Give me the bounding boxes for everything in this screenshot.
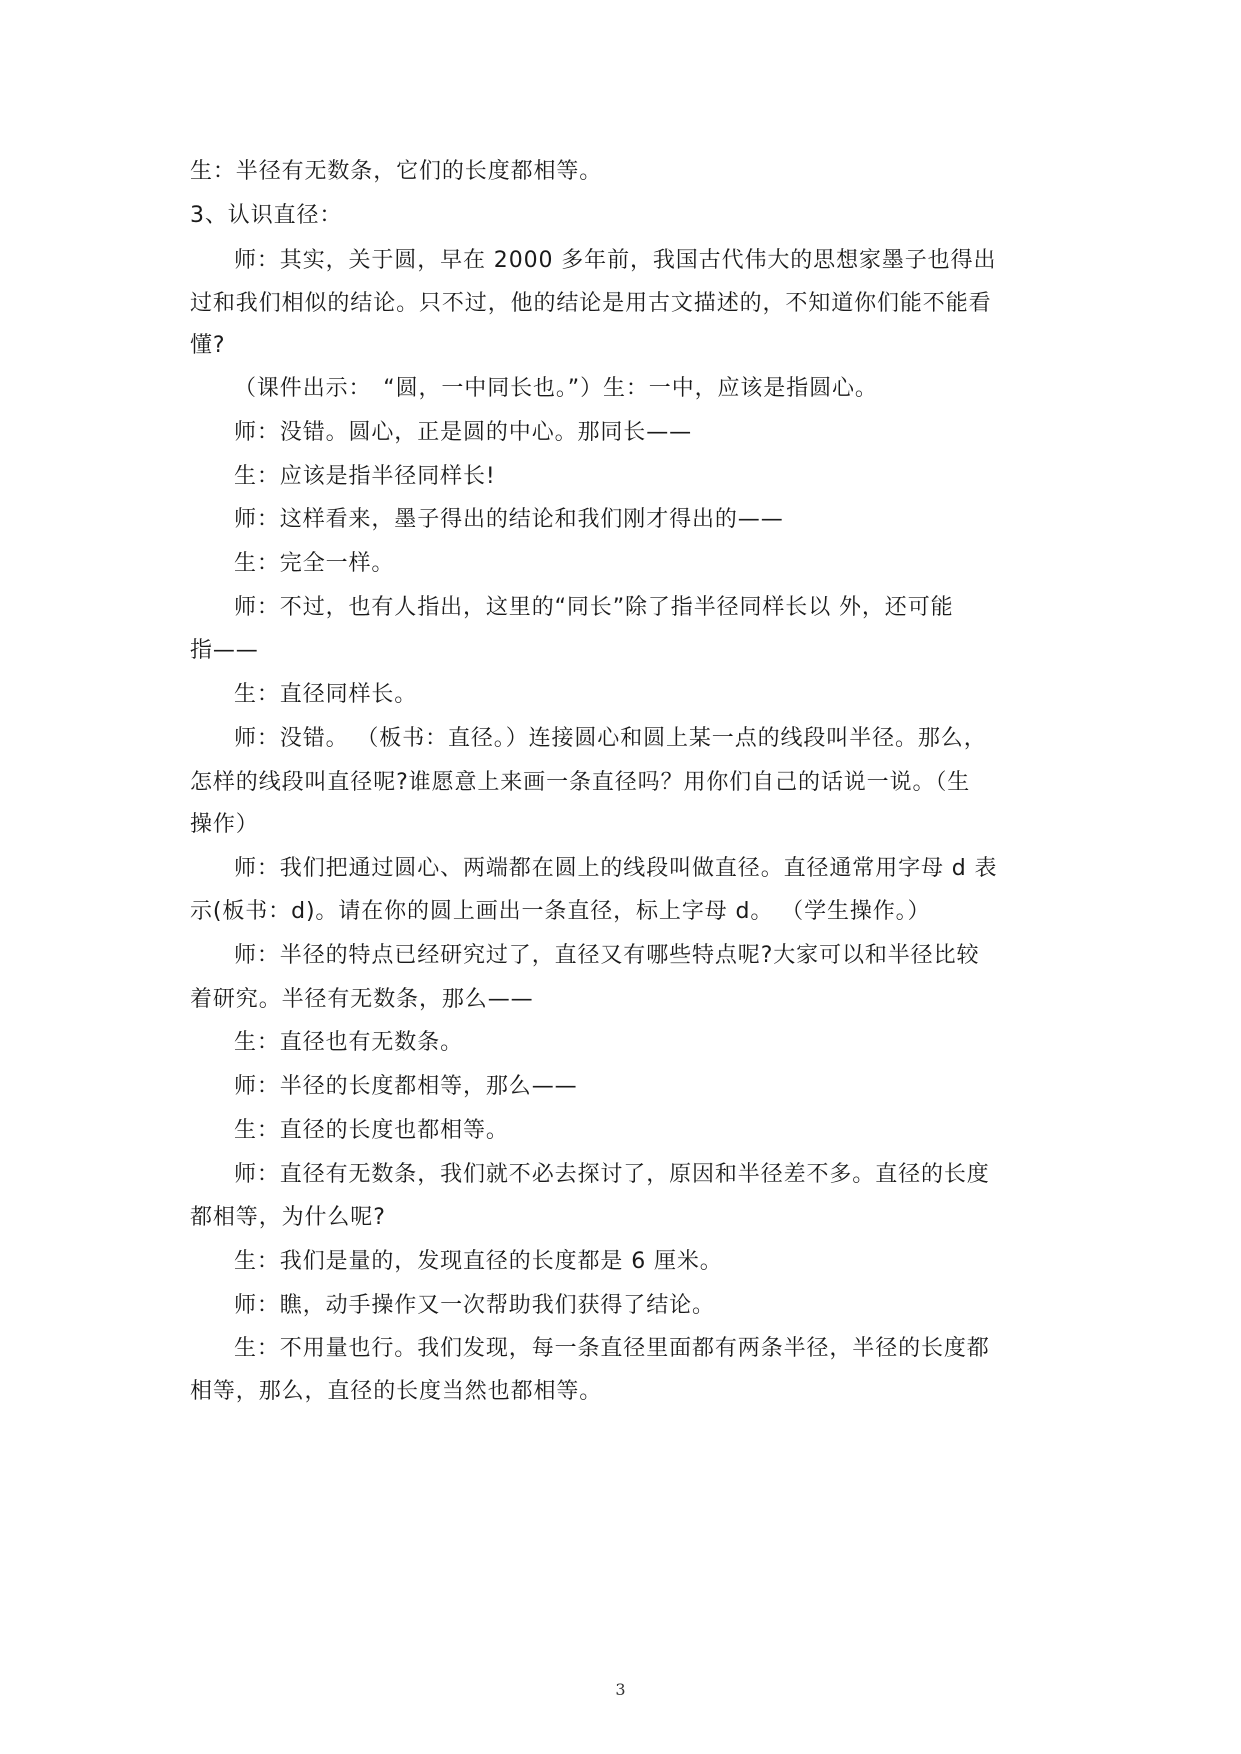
text-line: 生：直径同样长。 <box>234 682 418 707</box>
text-line: 师：没错。圆心，正是圆的中心。那同长—— <box>234 420 693 445</box>
text-line: 相等，那么，直径的长度当然也都相等。 <box>190 1379 603 1404</box>
text-line: 生：我们是量的，发现直径的长度都是 6 厘米。 <box>234 1249 723 1274</box>
text-line: 师：这样看来，墨子得出的结论和我们刚才得出的—— <box>234 507 784 532</box>
text-line: 师：其实，关于圆，早在 2000 多年前，我国古代伟大的思想家墨子也得出 <box>234 248 997 273</box>
text-line: 生：直径也有无数条。 <box>234 1030 464 1055</box>
text-line: 师：直径有无数条，我们就不必去探讨了，原因和半径差不多。直径的长度 <box>234 1162 990 1187</box>
text-line: 师：瞧，动手操作又一次帮助我们获得了结论。 <box>234 1293 715 1318</box>
text-line: 指—— <box>190 638 259 663</box>
text-line: （课件出示： “圆，一中同长也。”）生：一中，应该是指圆心。 <box>234 376 878 401</box>
text-line: 操作） <box>190 812 259 837</box>
page-number: 3 <box>615 1680 626 1699</box>
text-line: 着研究。半径有无数条，那么—— <box>190 987 534 1012</box>
text-line: 懂? <box>190 333 226 358</box>
text-line: 都相等，为什么呢? <box>190 1205 386 1230</box>
text-line: 师：我们把通过圆心、两端都在圆上的线段叫做直径。直径通常用字母 d 表 <box>234 856 998 881</box>
text-line: 生：不用量也行。我们发现，每一条直径里面都有两条半径，半径的长度都 <box>234 1336 990 1361</box>
text-line: 生：直径的长度也都相等。 <box>234 1118 509 1143</box>
text-line: 生：应该是指半径同样长! <box>234 464 496 489</box>
text-line: 过和我们相似的结论。只不过，他的结论是用古文描述的，不知道你们能不能看 <box>190 291 992 316</box>
text-line: 生：完全一样。 <box>234 551 395 576</box>
text-line: 怎样的线段叫直径呢?谁愿意上来画一条直径吗？用你们自己的话说一说。（生 <box>190 770 971 795</box>
text-line: 师：不过，也有人指出，这里的“同长”除了指半径同样长以 外，还可能 <box>234 595 954 620</box>
text-line: 3、认识直径： <box>190 203 343 228</box>
text-line: 生：半径有无数条，它们的长度都相等。 <box>190 159 603 184</box>
text-line: 师：半径的特点已经研究过了，直径又有哪些特点呢?大家可以和半径比较 <box>234 943 980 968</box>
text-line: 师：没错。 （板书：直径。）连接圆心和圆上某一点的线段叫半径。那么， <box>234 726 987 751</box>
text-line: 示(板书：d)。请在你的圆上画出一条直径，标上字母 d。 （学生操作。） <box>190 899 931 924</box>
text-line: 师：半径的长度都相等，那么—— <box>234 1074 578 1099</box>
